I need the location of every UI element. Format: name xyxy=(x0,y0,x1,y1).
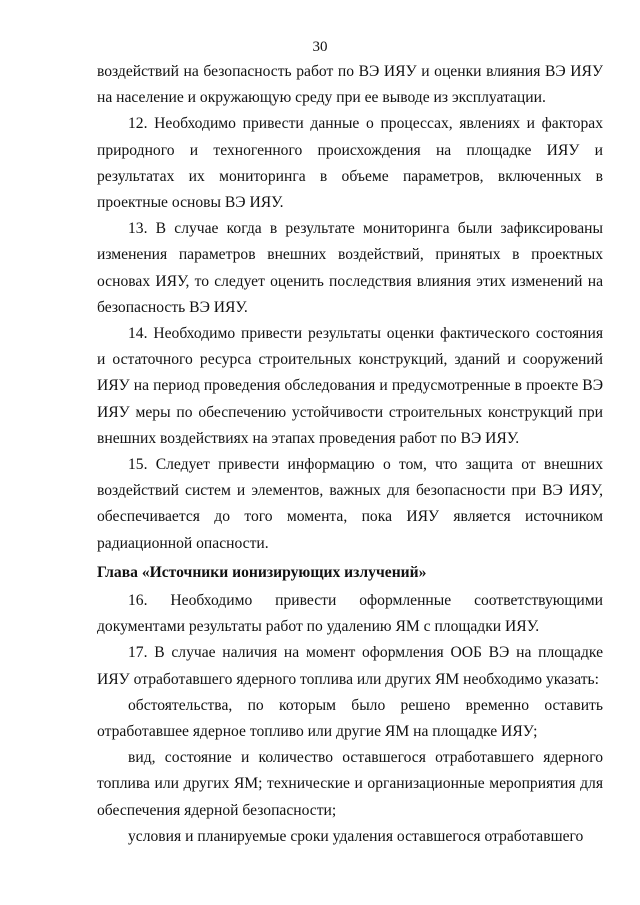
list-item-circumstances: обстоятельства, по которым было решено временно оставить отработавшее ядерное топливо или другие ЯМ на площадке ИЯУ; xyxy=(97,696,603,741)
paragraph-17: 17. В случае наличия на момент оформления ООБ ВЭ на площадке ИЯУ отработавшего ядерного топлива или других ЯМ необходимо указать: xyxy=(97,644,603,688)
paragraph-16: 16. Необходимо привести оформленные соответствующими документами результаты работ по удалению ЯМ с площадки ИЯУ. xyxy=(97,592,603,636)
paragraph-12: 12. Необходимо привести данные о процессах, явлениях и факторах природного и техногенного происхождения на площадке ИЯУ и результатах их мониторинга в объеме параметров, включенных в проектные основы ВЭ ИЯУ. xyxy=(97,115,603,212)
list-item-type-state-quantity: вид, состояние и количество оставшегося отработавшего ядерного топлива или других ЯМ; технические и организационные мероприятия для обеспечения ядерной безопасности; xyxy=(97,749,603,819)
list-item-conditions: условия и планируемые сроки удаления оставшегося отработавшего xyxy=(128,827,584,845)
page-number: 30 xyxy=(312,39,328,55)
paragraph-continuation: воздействий на безопасность работ по ВЭ ИЯУ и оценки влияния ВЭ ИЯУ на население и окружающую среду при ее выводе из эксплуатации. xyxy=(97,63,603,107)
chapter-heading: Глава «Источники ионизирующих излучений» xyxy=(97,563,427,581)
paragraph-14: 14. Необходимо привести результаты оценки фактического состояния и остаточного ресурса строительных конструкций, зданий и сооружений ИЯУ на период проведения обследования и предусмотренные в проекте ВЭ ИЯУ меры по обеспечению устойчивости строительных конструкций при внешних воздействиях на этапах проведения работ по ВЭ ИЯУ. xyxy=(97,325,603,447)
paragraph-13: 13. В случае когда в результате мониторинга были зафиксированы изменения параметров внешних воздействий, принятых в проектных основах ИЯУ, то следует оценить последствия влияния этих изменений на безопасность ВЭ ИЯУ. xyxy=(97,220,603,316)
paragraph-15: 15. Следует привести информацию о том, что защита от внешних воздействий систем и элементов, важных для безопасности при ВЭ ИЯУ, обеспечивается до того момента, пока ИЯУ является источником радиационной опасности. xyxy=(97,456,603,552)
document-body xyxy=(97,59,603,850)
